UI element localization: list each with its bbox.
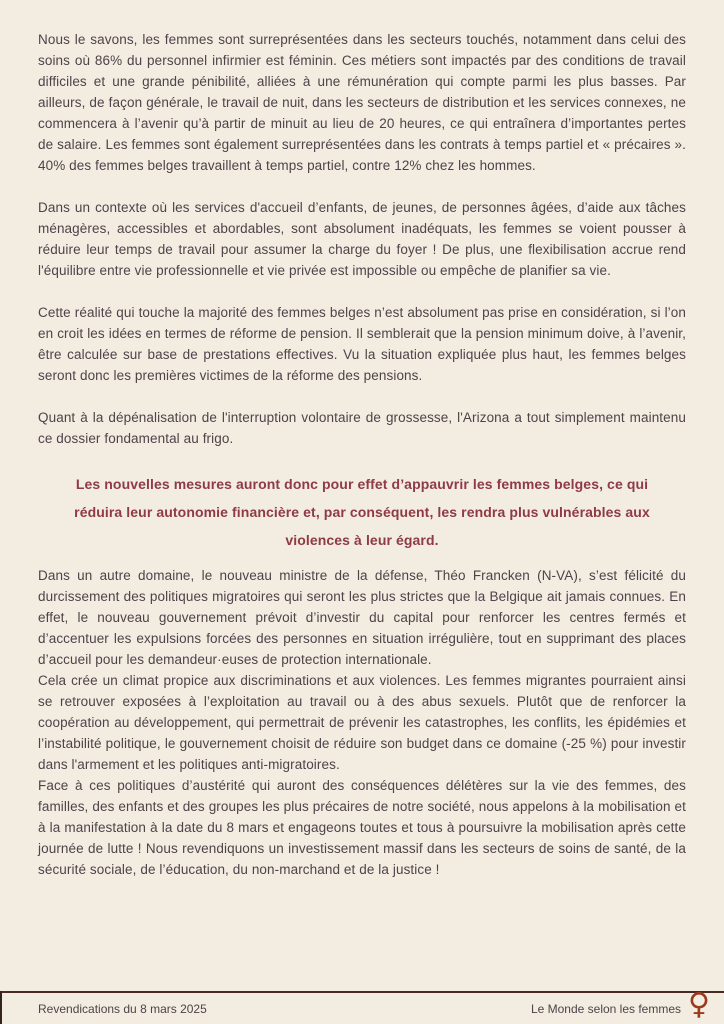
paragraph-pension-reform: Cette réalité qui touche la majorité des femmes belges n’est absolument pas prise en considération, si l’on en croit les idées en termes de réforme de pension. Il semblerait que la pension minimum doive, à l’avenir, être calculée sur base de prestations effectives. Vu la situation expliquée plus haut, les femmes belges seront donc les premières victimes de la réforme des pensions. xyxy=(38,305,686,383)
paragraph-sectors-overrepresentation: Nous le savons, les femmes sont surreprésentées dans les secteurs touchés, notamment dans celui des soins où 86% du personnel infirmier est féminin. Ces métiers sont impactés par des conditions de travail difficiles et une grande pénibilité, alliées à une rémunération qui compte parmi les plus basses. Par ailleurs, de façon générale, le travail de nuit, dans les secteurs de distribution et les services connexes, ne commencera à l’avenir qu’à partir de minuit au lieu de 20 heures, ce qui entraînera d’importantes pertes de salaire. Les femmes sont également surreprésentées dans les contrats à temps partiel et « précaires ». 40% des femmes belges travaillent à temps partiel, contre 12% chez les hommes. xyxy=(38,32,686,173)
venus-symbol-logo-icon: ♀ xyxy=(688,986,710,1022)
page-edge-shadow xyxy=(0,991,2,1024)
document-body xyxy=(38,29,686,880)
paragraph-abortion-decriminalization: Quant à la dépénalisation de l'interruption volontaire de grossesse, l'Arizona a tout simplement maintenu ce dossier fondamental au frigo. xyxy=(38,410,686,446)
footer-organization xyxy=(530,986,710,1024)
page-footer xyxy=(0,986,724,1024)
paragraph-development-budget: Cela crée un climat propice aux discriminations et aux violences. Les femmes migrantes pourraient ainsi se retrouver exposées à l’exploitation au travail ou à des abus sexuels. Plutôt que de renforcer la coopération au développement, qui permettrait de prévenir les catastrophes, les conflits, les épidémies et l’instabilité politique, le gouvernement choisit de réduire son budget dans ce domaine (-25 %) pour investir dans l'armement et les politiques anti-migratoires. xyxy=(38,673,686,772)
footer-organization-name: Le Monde selon les femmes xyxy=(530,1001,682,1016)
highlight-impoverishment-statement: Les nouvelles mesures auront donc pour effet d’appauvrir les femmes belges, ce qui réduira leur autonomie financière et, par conséquent, les rendra plus vulnérables aux violences à leur égard. xyxy=(74,476,650,548)
paragraph-call-to-action: Face à ces politiques d’austérité qui auront des conséquences délétères sur la vie des femmes, des familles, des enfants et des groupes les plus précaires de notre société, nous appelons à la mobilisation et à la manifestation à la date du 8 mars et engageons toutes et tous à poursuivre la mobilisation après cette journée de lutte ! Nous revendiquons un investissement massif dans les secteurs de soins de santé, de la sécurité sociale, de l’éducation, du non-marchand et de la justice ! xyxy=(38,778,686,877)
paragraph-care-services-context: Dans un contexte où les services d'accueil d’enfants, de jeunes, de personnes âgées, d’aide aux tâches ménagères, accessibles et abordables, sont absolument inadéquats, les femmes se voient pousser à réduire leur temps de travail pour assumer la charge du foyer ! De plus, une flexibilisation accrue rend l'équilibre entre vie professionnelle et vie privée est impossible ou empêche de planifier sa vie. xyxy=(38,200,686,278)
footer-document-title: Revendications du 8 mars 2025 xyxy=(38,1001,207,1016)
paragraph-migration-policy: Dans un autre domaine, le nouveau ministre de la défense, Théo Francken (N-VA), s’est félicité du durcissement des politiques migratoires qui seront les plus strictes que la Belgique ait jamais connues. En effet, le nouveau gouvernement prévoit d’investir du capital pour renforcer les centres fermés et d’accentuer les expulsions forcées des personnes en situation irrégulière, tout en supprimant des places d’accueil pour les demandeur·euses de protection internationale. xyxy=(38,568,686,667)
